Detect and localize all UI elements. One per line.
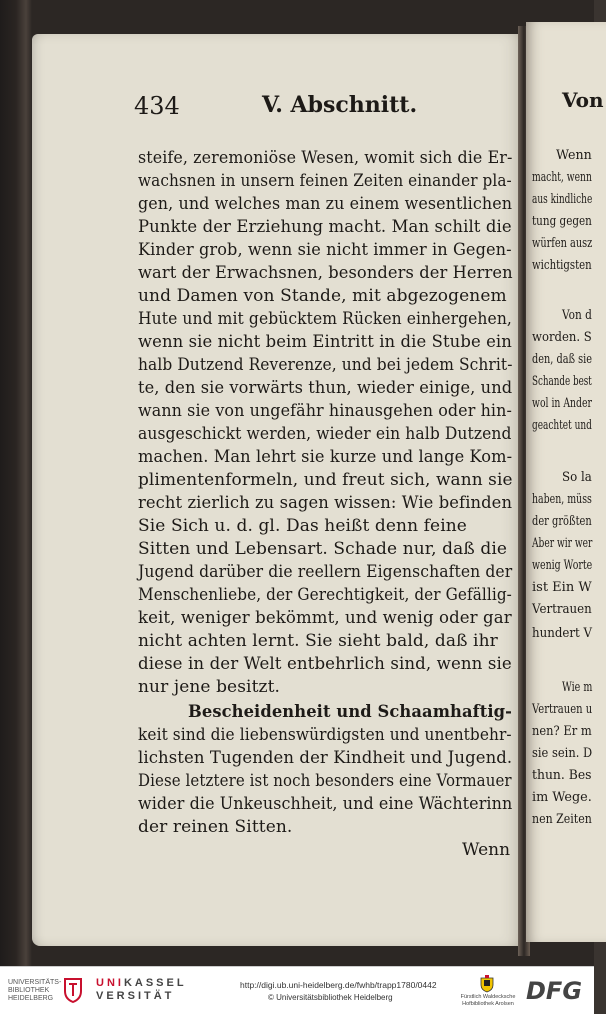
text-line: der größten (532, 514, 592, 529)
viewer-footer (0, 966, 594, 1014)
arolsen-text-line: Fürstlich Waldecksche (460, 994, 516, 1000)
text-line: recht zierlich zu sagen wissen: Wie befinden (138, 493, 513, 513)
text-line: hundert V (532, 626, 593, 641)
text-line: steife, zeremoniöse Wesen, womit sich die Er- (138, 148, 513, 168)
text-line: wachsnen in unsern feinen Zeiten einander pla- (138, 171, 512, 191)
running-head: V. Abschnitt. (262, 92, 418, 118)
text-line: Sitten und Lebensart. Schade nur, daß die (138, 539, 508, 559)
text-line: nen? Er m (532, 724, 592, 739)
catchword: Wenn (462, 840, 511, 860)
text-line: Hute und mit gebücktem Rücken einhergehen, (138, 309, 512, 329)
text-line: lichsten Tugenden der Kindheit und Jugend. (138, 748, 513, 768)
text-line: thun. Bes (532, 768, 592, 783)
text-line: Von d (562, 308, 592, 323)
text-line: Wenn (556, 148, 592, 163)
text-line: den, daß sie (532, 352, 593, 367)
text-line: wichtigsten (532, 258, 592, 273)
logo-text-line: UNIVERSITÄTS- (8, 979, 62, 986)
dfg-logo[interactable]: DFG (526, 977, 583, 1005)
text-line: tung gegen (532, 214, 592, 229)
text-line: wider die Unkeuschheit, und eine Wächterinn (138, 794, 513, 814)
kassel-logo-line: VERSITÄT (96, 990, 175, 1002)
text-line: aus kindliche (532, 192, 593, 207)
text-line: gen, und welches man zu einem wesentlichen (138, 194, 513, 214)
text-line: haben, müss (532, 492, 592, 507)
text-line: wenig Worte (532, 558, 593, 573)
text-line: Aber wir wer (532, 536, 593, 551)
text-line: So la (562, 470, 592, 485)
text-line: worden. S (532, 330, 592, 345)
copyright-notice: © Universitätsbibliothek Heidelberg (268, 993, 393, 1002)
text-line: geachtet und (532, 418, 592, 433)
text-line: Schande best (532, 374, 592, 389)
text-line: wenn sie nicht beim Eintritt in die Stube ein (138, 332, 512, 352)
right-running-head: Von (562, 88, 604, 112)
text-line: machen. Man lehrt sie kurze und lange Kom- (138, 447, 513, 467)
text-line: im Wege. (532, 790, 592, 805)
permalink-url[interactable]: http://digi.ub.uni-heidelberg.de/fwhb/trapp1780/0442 (240, 980, 437, 990)
arolsen-text-line: Hofbibliothek Arolsen (462, 1000, 514, 1007)
text-line: Diese letztere ist noch besonders eine Vormauer (138, 771, 512, 791)
text-line: Jugend darüber die reellern Eigenschaften der (138, 562, 513, 582)
kassel-logo-dark: KASSEL (123, 977, 187, 989)
text-line: sie sein. D (532, 746, 593, 761)
page-number: 434 (134, 92, 180, 120)
logo-text-line: BIBLIOTHEK (8, 987, 50, 994)
kassel-logo-line (96, 977, 187, 990)
text-line: ist Ein W (532, 580, 592, 595)
text-line: nicht achten lernt. Sie sieht bald, daß ihr (138, 631, 498, 651)
text-line-emphasis: Bescheidenheit und Schaamhaftig- (188, 702, 513, 722)
arolsen-crest-icon[interactable] (480, 975, 494, 993)
heidelberg-logo-text[interactable] (8, 979, 61, 1003)
text-line: nur jene besitzt. (138, 677, 280, 697)
logo-text-line: HEIDELBERG (8, 995, 54, 1002)
arolsen-library-text (458, 994, 518, 1007)
text-line: Sie Sich u. d. gl. Das heißt denn feine (138, 516, 467, 536)
text-line: diese in der Welt entbehrlich sind, wenn sie (138, 654, 512, 674)
text-line: ausgeschickt werden, wieder ein halb Dutzend (138, 424, 512, 444)
text-line: Vertrauen (532, 602, 592, 617)
text-line: der reinen Sitten. (138, 817, 293, 837)
text-line: Vertrauen u (532, 702, 593, 717)
kassel-logo[interactable] (96, 977, 187, 1003)
text-line: wann sie von ungefähr hinausgehen oder hin- (138, 401, 512, 421)
text-line: und Damen von Stande, mit abgezogenem (138, 286, 507, 306)
text-line: halb Dutzend Reverenze, und bei jedem Schrit- (138, 355, 513, 375)
kassel-logo-red: UNI (96, 977, 124, 989)
text-line: Wie m (562, 680, 593, 695)
text-line: Punkte der Erziehung macht. Man schilt die (138, 217, 512, 237)
text-line: plimentenformeln, und freut sich, wann sie (138, 470, 513, 490)
text-line: macht, wenn (532, 170, 592, 185)
text-line: würfen ausz (532, 236, 593, 251)
text-line: keit sind die liebenswürdigsten und unentbehr- (138, 725, 512, 745)
text-line: Menschenliebe, der Gerechtigkeit, der Gefällig- (138, 585, 512, 605)
text-line: Kinder grob, wenn sie nicht immer in Gegen- (138, 240, 512, 260)
text-line: nen Zeiten (532, 812, 592, 827)
text-line: keit, weniger bekömmt, und wenig oder gar (138, 608, 512, 628)
text-line: wart der Erwachsnen, besonders der Herren (138, 263, 513, 283)
text-line: wol in Ander (532, 396, 592, 411)
heidelberg-seal-icon[interactable] (62, 977, 84, 1003)
text-line: te, den sie vorwärts thun, wieder einige, und (138, 378, 513, 398)
